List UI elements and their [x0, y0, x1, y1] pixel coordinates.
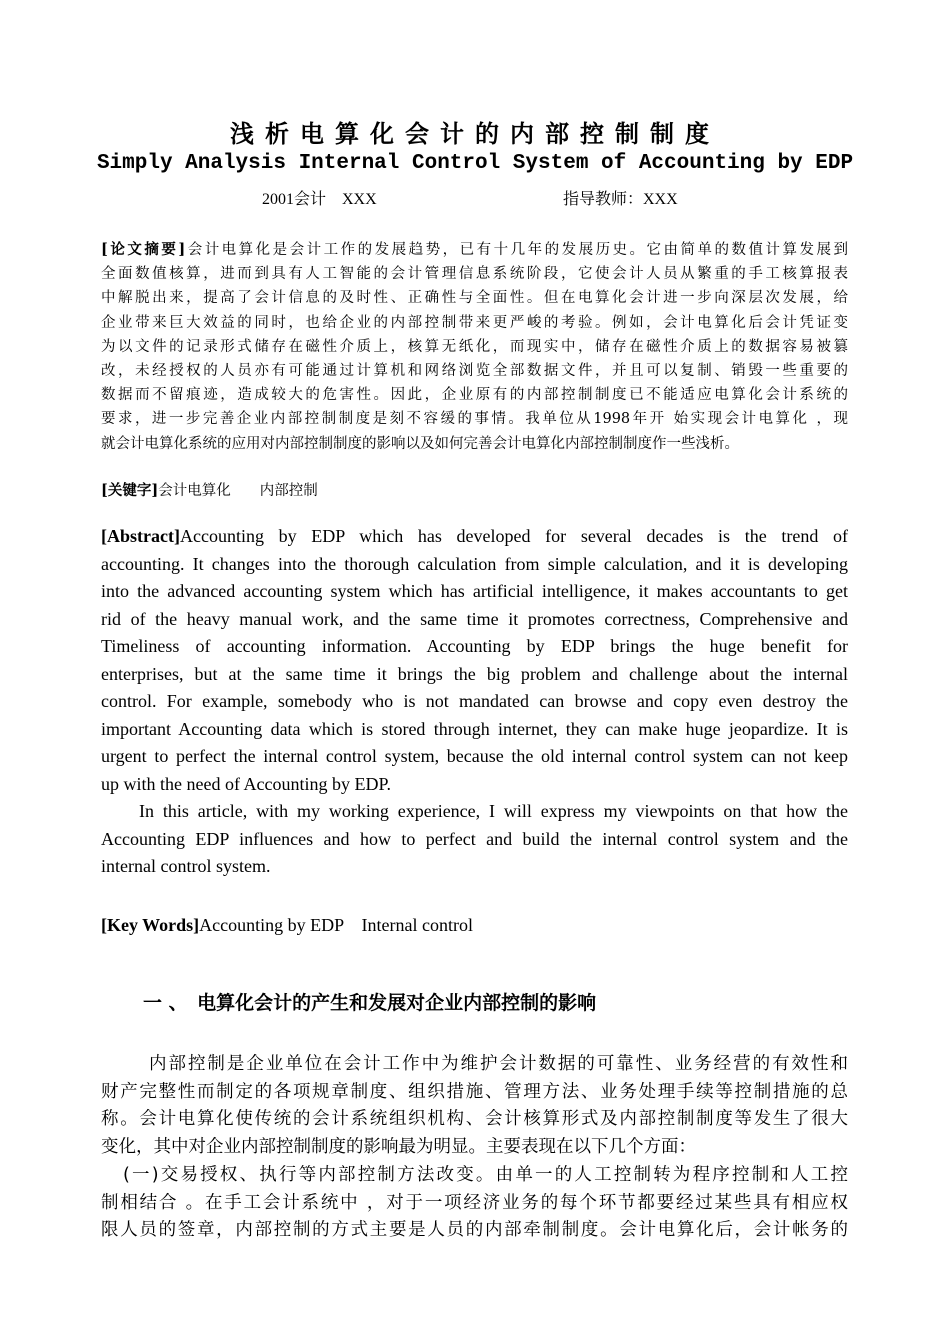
text-line	[101, 746, 848, 767]
line-text: 中解脱出来，提高了会计信息的及时性、正确性与全面性。但在电算化会计进一步向深层次发展，给	[101, 290, 848, 307]
line-text: 称。会计电算化使传统的会计系统组织机构、会计核算形式及内部控制制度等发生了很大	[101, 1109, 848, 1130]
author: 2001会计 XXX	[262, 191, 377, 208]
line-text: into the advanced accounting system which has artificial intelligence, it makes accountants to get	[101, 581, 848, 601]
text-line	[101, 526, 848, 547]
text-line	[101, 1216, 848, 1241]
text-line	[101, 691, 848, 712]
page-title: 浅析电算化会计的内部控制制度	[230, 120, 720, 148]
text-line	[101, 609, 848, 630]
text-line	[101, 286, 848, 307]
english-keywords	[101, 911, 848, 937]
line-text: rid of the heavy manual work, and the same time it promotes correctness, Comprehensive and	[101, 608, 848, 629]
line-text: 会计电算化是会计工作的发展趋势，已有十几年的发展历史。它由简单的数值计算发展到	[185, 242, 848, 258]
line-text: Timeliness of accounting information. Accounting by EDP brings the huge benefit for	[101, 636, 848, 656]
line-text: accounting. It changes into the thorough calculation from simple calculation, and it is developing	[101, 553, 848, 574]
english-subtitle: Simply Analysis Internal Control System of Accounting by EDP	[96, 152, 854, 175]
text-line	[101, 1078, 848, 1103]
text-line	[101, 238, 848, 259]
line-text: 改，未经授权的人员亦有可能通过计算机和网络浏览全部数据文件，并且可以复制、销毁一些重要的	[101, 363, 848, 379]
line-text: enterprises, but at the same time it brings the big problem and challenge about the internal	[101, 663, 848, 684]
advisor: 指导教师：XXX	[563, 191, 678, 208]
keywords-value: 会计电算化 内部控制	[158, 483, 318, 499]
text-line	[101, 636, 848, 657]
line-text: 数据而不留痕迹，造成较大的危害性。因此，企业原有的内部控制制度已不能适应电算化会计系统的	[101, 387, 848, 404]
section-label: [论文摘要]	[101, 241, 186, 258]
text-line	[101, 856, 848, 877]
keywords-label: [关键字]	[101, 482, 159, 499]
text-line	[101, 774, 848, 795]
text-line	[101, 1189, 848, 1214]
text-line	[149, 1050, 848, 1075]
text-line	[101, 1105, 848, 1130]
line-text: 就会计电算化系统的应用对内部控制制度的影响以及如何完善会计电算化内部控制制度作一些浅析。	[101, 435, 739, 452]
text-line	[101, 581, 848, 602]
line-text: 要求，进一步完善企业内部控制制度是刻不容缓的事情。我单位从1998年开 始实现会计电算化 ，现	[101, 411, 848, 428]
line-text: urgent to perfect the internal control system, because the old internal control system can not keep	[101, 746, 848, 766]
keywords-value: Accounting by EDP Internal control	[199, 915, 473, 935]
text-line	[101, 432, 848, 453]
chinese-keywords	[101, 479, 848, 500]
line-text: control. For example, somebody who is not mandated can browse and copy even destroy the	[101, 691, 848, 711]
text-line	[101, 664, 848, 685]
line-text: 为以文件的记录形式储存在磁性介质上，核算无纸化，而现实中，储存在磁性介质上的数据容易被篡	[101, 338, 848, 355]
text-line	[101, 359, 848, 380]
line-text: 内部控制是企业单位在会计工作中为维护会计数据的可靠性、业务经营的有效性和	[149, 1054, 848, 1074]
text-line	[139, 801, 848, 822]
keywords-label: [Key Words]	[101, 915, 200, 935]
text-line	[101, 1133, 848, 1158]
line-text: 制相结合 。在手工会计系统中 ，对于一项经济业务的每个环节都要经过某些具有相应权	[101, 1192, 848, 1213]
line-text: 变化，其中对企业内部控制制度的影响最为明显。主要表现在以下几个方面：	[101, 1137, 696, 1158]
line-text: (一)交易授权、执行等内部控制方法改变。由单一的人工控制转为程序控制和人工控	[123, 1164, 848, 1185]
section-label: [Abstract]	[101, 526, 180, 546]
text-line	[101, 829, 848, 850]
text-line	[101, 719, 848, 740]
text-line	[101, 383, 848, 404]
text-line	[101, 335, 848, 356]
text-line	[101, 407, 848, 428]
line-text: Accounting by EDP which has developed for several decades is the trend of	[179, 526, 848, 546]
line-text: 全面数值核算，进而到具有人工智能的会计管理信息系统阶段，它使会计人员从繁重的手工核算报表	[101, 266, 848, 283]
line-text: important Accounting data which is stored through internet, they can make huge jeopardize. It is	[101, 718, 848, 739]
line-text: 企业带来巨大效益的同时，也给企业的内部控制带来更严峻的考验。例如，会计电算化后会计凭证变	[101, 314, 848, 331]
line-text: up with the need of Accounting by EDP.	[101, 773, 391, 794]
line-text: 限人员的签章，内部控制的方式主要是人员的内部牵制制度。会计电算化后，会计帐务的	[101, 1220, 848, 1241]
line-text: Accounting EDP influences and how to perfect and build the internal control system and the	[101, 828, 848, 849]
line-text: In this article, with my working experience, I will express my viewpoints on that how the	[139, 801, 848, 821]
line-text: internal control system.	[101, 856, 271, 876]
text-line	[101, 262, 848, 283]
text-line	[101, 311, 848, 332]
section-heading: 一 、 电算化会计的产生和发展对企业内部控制的影响	[143, 992, 597, 1014]
text-line	[101, 554, 848, 575]
text-line	[123, 1161, 848, 1186]
line-text: 财产完整性而制定的各项规章制度、组织措施、管理方法、业务处理手续等控制措施的总	[101, 1081, 848, 1102]
